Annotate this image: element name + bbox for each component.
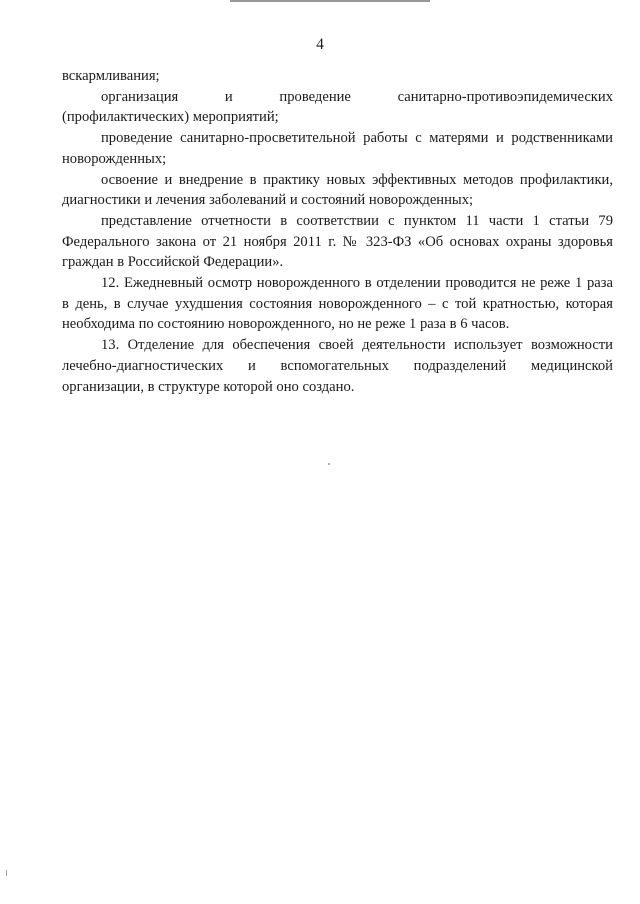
scan-speck: [328, 463, 330, 465]
paragraph-new-methods: освоение и внедрение в практику новых эффективных методов профилактики, диагностики и лечения заболеваний и состояний новорожденных;: [62, 171, 613, 209]
top-edge-rule: [230, 0, 430, 2]
paragraph-reporting: представление отчетности в соответствии с пунктом 11 части 1 статьи 79 Федерального закона от 21 ноября 2011 г. № 323-ФЗ «Об основах охраны здоровья граждан в Российской Федерации».: [62, 212, 613, 271]
page-number: 4: [316, 36, 324, 53]
scan-speck: [6, 870, 7, 876]
paragraph-health-education: проведение санитарно-просветительной работы с матерями и родственниками новорожденных;: [62, 130, 613, 167]
document-body: [62, 66, 613, 397]
paragraph-continuation: вскармливания;: [62, 68, 160, 84]
paragraph-sanitary-measures: организация и проведение санитарно-противоэпидемических (профилактических) мероприятий;: [62, 88, 613, 126]
paragraph-item-12: 12. Ежедневный осмотр новорожденного в отделении проводится не реже 1 раза в день, в случае ухудшения состояния новорожденного – с той кратностью, которая необходима по состоянию новорожденного, но не реже 1 раза в 6 часов.: [62, 275, 613, 333]
paragraph-item-13: 13. Отделение для обеспечения своей деятельности использует возможности лечебно-диагностических и вспомогательных подразделений медицинской организации, в структуре которой оно создано.: [62, 337, 613, 395]
